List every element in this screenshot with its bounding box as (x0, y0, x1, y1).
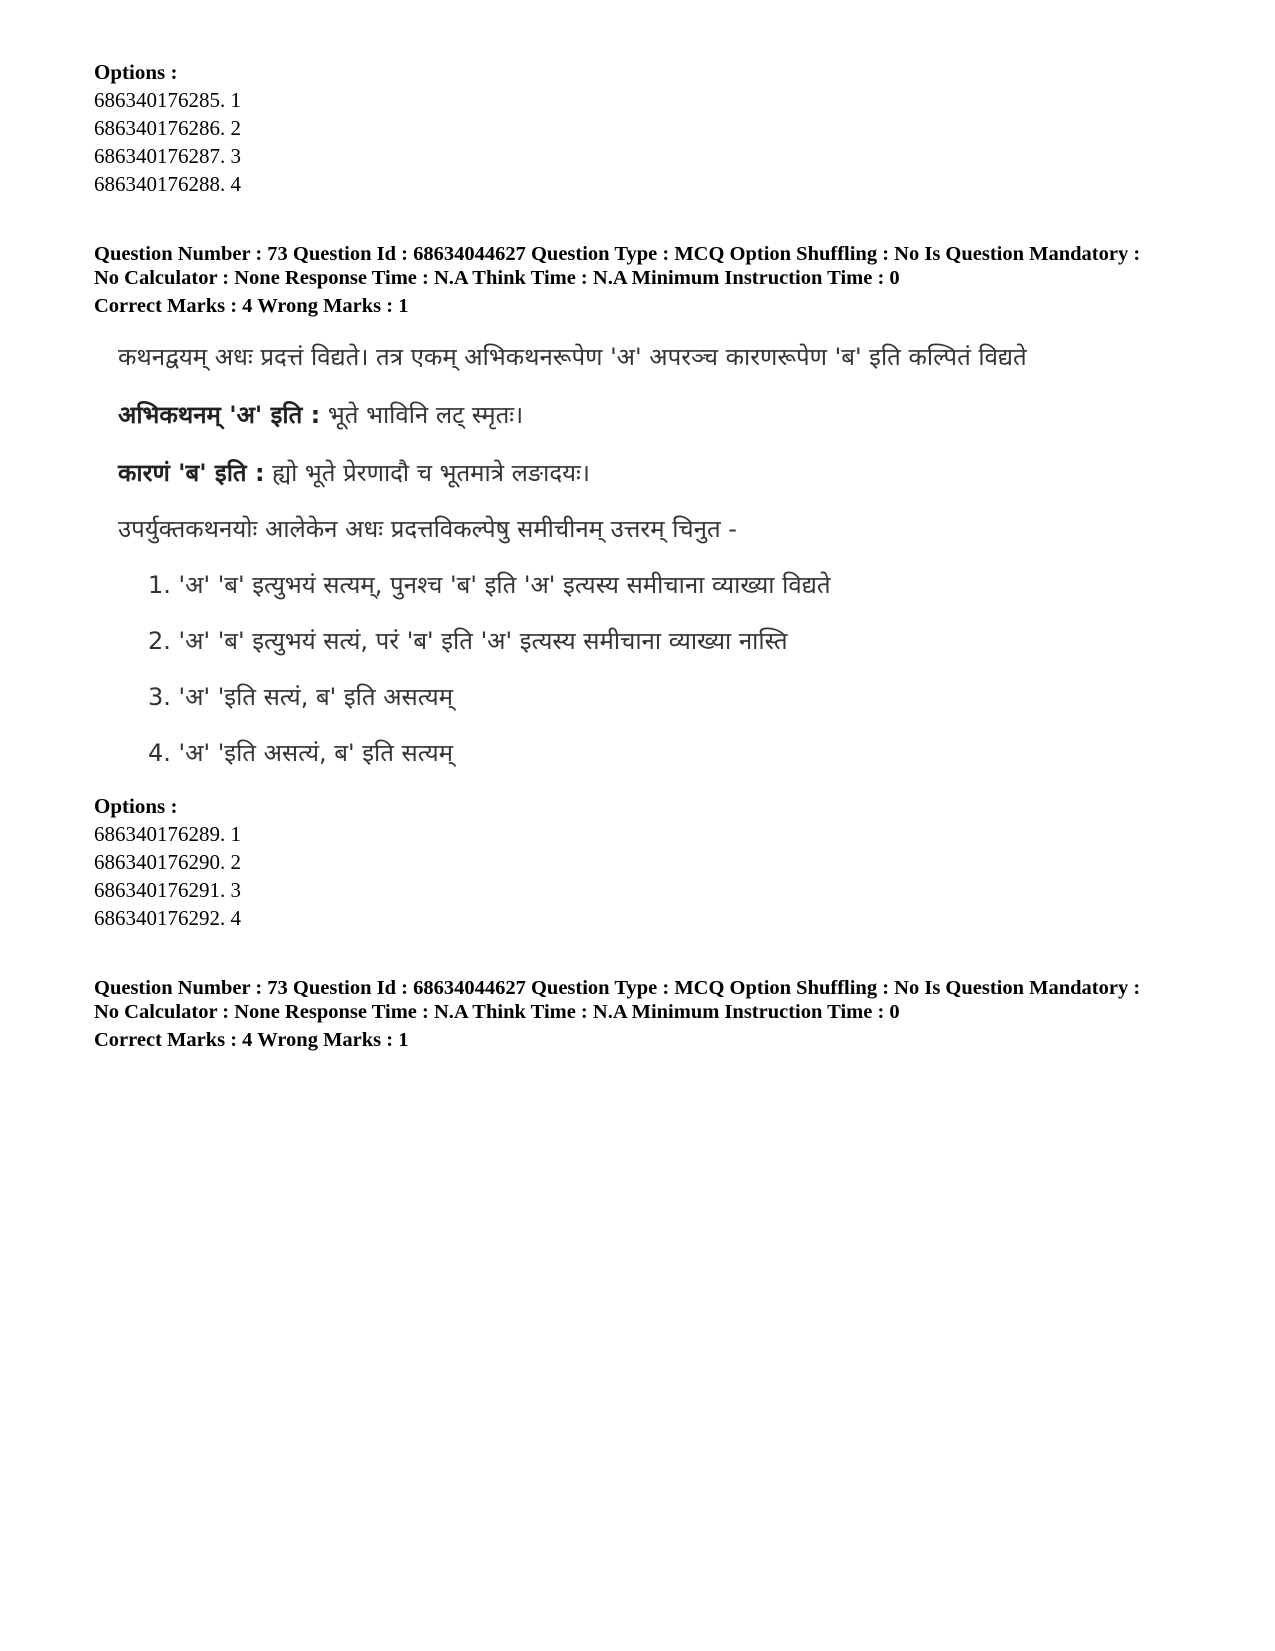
option-item: 686340176292. 4 (94, 906, 241, 930)
reason-text: ह्यो भूते प्रेरणादौ च भूतमात्रे लङादयः। (272, 459, 590, 487)
answer-choice: 4. 'अ' 'इति असत्यं, ब' इति सत्यम् (148, 739, 453, 767)
question-1-options (94, 792, 241, 932)
question-body (118, 340, 1078, 800)
question-intro: कथनद्वयम् अधः प्रदत्तं विद्यते। तत्र एकम् अभिकथनरूपेण 'अ' अपरञ्च कारणरूपेण 'ब' इति कल्पितं विद्यते (118, 343, 1027, 371)
option-item: 686340176288. 4 (94, 172, 241, 196)
option-item: 686340176286. 2 (94, 116, 241, 140)
question-marks: Correct Marks : 4 Wrong Marks : 1 (94, 295, 409, 317)
answer-choice: 3. 'अ' 'इति सत्यं, ब' इति असत्यम् (148, 683, 453, 711)
option-item: 686340176287. 3 (94, 144, 241, 168)
options-heading: Options : (94, 60, 178, 84)
option-item: 686340176290. 2 (94, 850, 241, 874)
options-heading: Options : (94, 794, 178, 818)
question-meta-line: No Calculator : None Response Time : N.A Think Time : N.A Minimum Instruction Time : 0 (94, 267, 900, 289)
question-meta-line: No Calculator : None Response Time : N.A Think Time : N.A Minimum Instruction Time : 0 (94, 1001, 900, 1023)
question-meta-line: Question Number : 73 Question Id : 68634044627 Question Type : MCQ Option Shuffling : No Is Question Mandatory : (94, 977, 1141, 999)
question-2-meta (94, 976, 1140, 1052)
reason-label: कारणं 'ब' इति : (118, 459, 265, 487)
option-item: 686340176291. 3 (94, 878, 241, 902)
answer-choice: 2. 'अ' 'ब' इत्युभयं सत्यं, परं 'ब' इति 'अ' इत्यस्य समीचाना व्याख्या नास्ति (148, 627, 788, 655)
assertion-text: भूते भाविनि लट् स्मृतः। (327, 401, 524, 429)
top-options-block (94, 58, 241, 198)
option-item: 686340176285. 1 (94, 88, 241, 112)
assertion-line (118, 398, 523, 431)
assertion-label: अभिकथनम् 'अ' इति : (118, 401, 321, 429)
reason-line (118, 456, 590, 489)
option-item: 686340176289. 1 (94, 822, 241, 846)
answer-choice: 1. 'अ' 'ब' इत्युभयं सत्यम्, पुनश्च 'ब' इति 'अ' इत्यस्य समीचाना व्याख्या विद्यते (148, 571, 831, 599)
question-1-meta (94, 242, 1140, 318)
question-meta-line: Question Number : 73 Question Id : 68634044627 Question Type : MCQ Option Shuffling : No Is Question Mandatory : (94, 243, 1141, 265)
question-instruction: उपर्युक्तकथनयोः आलेकेन अधः प्रदत्तविकल्पेषु समीचीनम् उत्तरम् चिनुत - (118, 515, 737, 543)
question-marks: Correct Marks : 4 Wrong Marks : 1 (94, 1029, 409, 1051)
